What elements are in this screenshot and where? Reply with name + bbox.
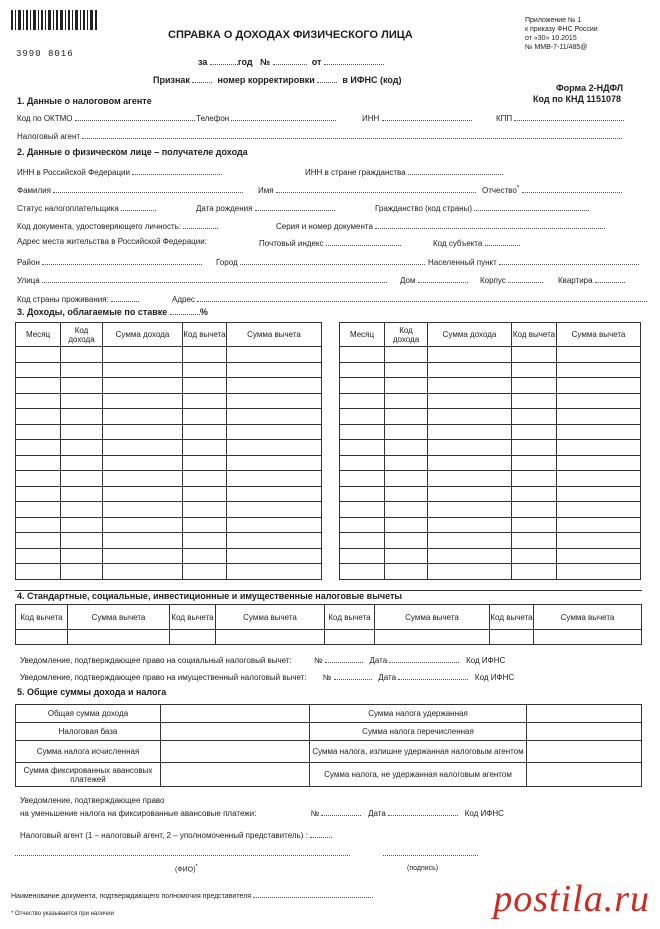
table-cell[interactable] xyxy=(227,517,322,533)
table-cell[interactable] xyxy=(340,362,385,378)
table-cell[interactable] xyxy=(16,533,61,549)
table-cell[interactable] xyxy=(512,533,557,549)
doc-code-field[interactable]: Код документа, удостоверяющего личность: xyxy=(17,220,218,231)
table-cell[interactable] xyxy=(557,548,641,564)
table-cell[interactable] xyxy=(428,517,512,533)
table-cell[interactable] xyxy=(61,378,103,394)
table-cell[interactable] xyxy=(340,424,385,440)
table-cell[interactable] xyxy=(61,564,103,580)
section4-title: 4. Стандартные, социальные, инвестиционные и имущественные налоговые вычеты xyxy=(17,591,403,601)
notice-advance-l1: Уведомление, подтверждающее право xyxy=(20,796,165,805)
table-cell[interactable] xyxy=(227,471,322,487)
table-row xyxy=(16,362,322,378)
agent-type-field[interactable]: Налоговый агент (1 – налоговый агент, 2 – уполномоченный представитель) : xyxy=(20,829,332,840)
table-cell[interactable] xyxy=(557,564,641,580)
table-cell[interactable] xyxy=(16,378,61,394)
district-field[interactable]: Район xyxy=(17,256,202,267)
table-row xyxy=(340,564,641,580)
table-row xyxy=(340,548,641,564)
table-cell[interactable] xyxy=(183,362,227,378)
table-cell[interactable] xyxy=(103,409,183,425)
table-cell[interactable] xyxy=(340,486,385,502)
table-cell[interactable] xyxy=(385,471,428,487)
table-row xyxy=(16,393,322,409)
table-cell[interactable] xyxy=(183,471,227,487)
period-line: за год № от xyxy=(198,56,384,67)
table-cell[interactable] xyxy=(61,424,103,440)
table-cell[interactable] xyxy=(385,517,428,533)
table-cell[interactable] xyxy=(227,564,322,580)
table-cell[interactable] xyxy=(103,533,183,549)
table-cell[interactable] xyxy=(512,517,557,533)
table-cell[interactable] xyxy=(428,424,512,440)
table-cell[interactable] xyxy=(385,440,428,456)
inn-citizen-field[interactable]: ИНН в стране гражданства xyxy=(305,166,503,177)
table-cell[interactable] xyxy=(340,347,385,363)
table-cell[interactable] xyxy=(557,455,641,471)
address-label: Адрес места жительства в Российской Федерации: xyxy=(17,237,207,246)
table-cell[interactable] xyxy=(227,378,322,394)
table-cell[interactable] xyxy=(227,486,322,502)
addr-field[interactable]: Адрес xyxy=(172,293,647,304)
table-cell[interactable] xyxy=(512,347,557,363)
table-cell[interactable] xyxy=(103,564,183,580)
table-cell[interactable] xyxy=(61,362,103,378)
table-cell[interactable] xyxy=(512,409,557,425)
table-cell[interactable] xyxy=(428,486,512,502)
table-cell[interactable] xyxy=(512,502,557,518)
table-cell[interactable] xyxy=(385,486,428,502)
table-cell[interactable] xyxy=(61,409,103,425)
table-cell[interactable] xyxy=(227,548,322,564)
table-row xyxy=(16,517,322,533)
annex-block: Приложение № 1 к приказу ФНС России от «30» 10.2015 № ММВ-7-11/485@ xyxy=(525,17,598,51)
kpp-field[interactable]: КПП xyxy=(496,112,624,123)
table-cell[interactable] xyxy=(61,393,103,409)
table-cell[interactable] xyxy=(428,455,512,471)
table-cell[interactable] xyxy=(61,502,103,518)
table-row xyxy=(340,378,641,394)
table-row xyxy=(340,409,641,425)
table-cell[interactable] xyxy=(16,455,61,471)
table-row xyxy=(340,393,641,409)
table-cell[interactable] xyxy=(16,424,61,440)
notice-advance-l2[interactable]: на уменьшение налога на фиксированные авансовые платежи: № Дата Код ИФНС xyxy=(20,809,504,818)
table-cell[interactable] xyxy=(557,440,641,456)
subject-code-field[interactable]: Код субъекта xyxy=(433,237,520,248)
table-cell[interactable] xyxy=(61,517,103,533)
section3-title: 3. Доходы, облагаемые по ставке % xyxy=(17,307,208,317)
signature-line[interactable] xyxy=(383,847,478,858)
table-cell[interactable] xyxy=(557,409,641,425)
table-cell[interactable] xyxy=(183,393,227,409)
table-cell[interactable] xyxy=(385,564,428,580)
table-cell[interactable] xyxy=(385,502,428,518)
table-cell[interactable] xyxy=(340,409,385,425)
section1-title: 1. Данные о налоговом агенте xyxy=(17,96,152,106)
table-row xyxy=(340,533,641,549)
table-cell[interactable] xyxy=(557,378,641,394)
birth-field[interactable]: Дата рождения xyxy=(196,202,335,213)
oktmo-field[interactable]: Код по ОКТМО xyxy=(17,112,195,123)
table-cell[interactable] xyxy=(428,440,512,456)
status-field[interactable]: Статус налогоплательщика xyxy=(17,202,156,213)
income-table-right: Месяц Код дохода Сумма дохода Код вычета Сумма вычета xyxy=(339,322,641,580)
table-cell[interactable] xyxy=(557,362,641,378)
table-cell[interactable] xyxy=(428,393,512,409)
barcode-number: 3990 8016 xyxy=(16,49,74,59)
table-cell[interactable] xyxy=(227,409,322,425)
table-cell[interactable] xyxy=(103,471,183,487)
table-cell[interactable] xyxy=(340,440,385,456)
building-field[interactable]: Корпус xyxy=(480,274,543,285)
table-cell[interactable] xyxy=(557,393,641,409)
table-row xyxy=(16,424,322,440)
table-cell[interactable] xyxy=(428,471,512,487)
house-field[interactable]: Дом xyxy=(400,274,468,285)
table-cell[interactable] xyxy=(61,471,103,487)
section5-title: 5. Общие суммы дохода и налога xyxy=(17,687,167,697)
table-cell[interactable] xyxy=(183,347,227,363)
table-cell[interactable] xyxy=(227,362,322,378)
table-cell[interactable] xyxy=(103,393,183,409)
table-cell[interactable] xyxy=(61,486,103,502)
table-row xyxy=(16,378,322,394)
table-cell[interactable] xyxy=(512,393,557,409)
table-cell[interactable] xyxy=(183,440,227,456)
table-cell[interactable] xyxy=(340,533,385,549)
surname-field[interactable]: Фамилия xyxy=(17,184,243,195)
street-field[interactable]: Улица xyxy=(17,274,387,285)
table-cell[interactable] xyxy=(227,533,322,549)
table-cell[interactable] xyxy=(183,564,227,580)
table-cell[interactable] xyxy=(61,533,103,549)
table-cell[interactable] xyxy=(103,486,183,502)
table-row xyxy=(16,471,322,487)
doc-series-field[interactable]: Серия и номер документа xyxy=(276,220,605,231)
table-cell[interactable] xyxy=(385,409,428,425)
table-cell[interactable] xyxy=(340,548,385,564)
table-cell[interactable] xyxy=(103,502,183,518)
footnote: * Отчество указывается при наличии xyxy=(11,911,114,917)
income-table-left: Месяц Код дохода Сумма дохода Код вычета Сумма вычета xyxy=(15,322,322,580)
table-cell[interactable] xyxy=(512,424,557,440)
table-row xyxy=(16,455,322,471)
locality-field[interactable]: Населенный пункт xyxy=(428,256,639,267)
table-row xyxy=(16,533,322,549)
table-cell[interactable] xyxy=(103,347,183,363)
doc-name-field[interactable]: Наименование документа, подтверждающего полномочия представителя xyxy=(11,889,373,900)
table-cell[interactable] xyxy=(512,564,557,580)
table-cell[interactable] xyxy=(16,564,61,580)
inn-rf-field[interactable]: ИНН в Российской Федерации xyxy=(17,166,222,177)
table-cell[interactable] xyxy=(385,424,428,440)
table-cell[interactable] xyxy=(428,502,512,518)
table-row xyxy=(340,440,641,456)
table-cell[interactable] xyxy=(385,393,428,409)
table-row xyxy=(340,347,641,363)
table-cell[interactable] xyxy=(385,533,428,549)
table-cell[interactable] xyxy=(385,378,428,394)
table-cell[interactable] xyxy=(385,347,428,363)
table-cell[interactable] xyxy=(512,440,557,456)
table-cell[interactable] xyxy=(103,362,183,378)
table-cell[interactable] xyxy=(183,409,227,425)
country-code-field[interactable]: Код страны проживания: xyxy=(17,293,139,304)
table-cell[interactable] xyxy=(428,347,512,363)
table-cell[interactable] xyxy=(340,455,385,471)
form-knd: Код по КНД 1151078 xyxy=(533,94,621,104)
table-cell[interactable] xyxy=(512,548,557,564)
sign-line: Признак номер корректировки в ИФНС (код) xyxy=(153,75,402,85)
table-cell[interactable] xyxy=(340,502,385,518)
table-row xyxy=(16,440,322,456)
table-cell[interactable] xyxy=(227,502,322,518)
table-cell[interactable] xyxy=(227,455,322,471)
deductions-table: Код вычета Сумма вычета Код вычета Сумма вычета Код вычета Сумма вычета Код вычета Сумма вычета xyxy=(15,604,642,645)
table-row xyxy=(340,517,641,533)
city-field[interactable]: Город xyxy=(216,256,425,267)
table-row xyxy=(16,548,322,564)
name-field[interactable]: Имя xyxy=(258,184,476,195)
table-cell[interactable] xyxy=(557,347,641,363)
table-row xyxy=(340,502,641,518)
inn-field[interactable]: ИНН xyxy=(362,112,472,123)
table-cell[interactable] xyxy=(385,548,428,564)
table-cell[interactable] xyxy=(183,548,227,564)
table-cell[interactable] xyxy=(340,517,385,533)
table-cell[interactable] xyxy=(61,347,103,363)
table-row xyxy=(16,347,322,363)
table-row xyxy=(340,424,641,440)
table-cell[interactable] xyxy=(340,378,385,394)
table-cell[interactable] xyxy=(16,502,61,518)
table-cell[interactable] xyxy=(103,440,183,456)
barcode xyxy=(11,10,97,40)
totals-table: Общая сумма дохода Сумма налога удержанная Налоговая база Сумма налога перечисленная Сумма налога исчисленная Сумма налога, излишне удержанная налоговым агентом Сумма фиксированных авансовых платежей Сумма налога, не удержанная налоговым агентом xyxy=(15,704,642,787)
table-cell[interactable] xyxy=(103,424,183,440)
table-cell[interactable] xyxy=(340,393,385,409)
table-cell[interactable] xyxy=(227,440,322,456)
fio-line[interactable] xyxy=(15,847,350,858)
table-cell[interactable] xyxy=(227,347,322,363)
table-cell[interactable] xyxy=(557,471,641,487)
table-cell[interactable] xyxy=(103,517,183,533)
table-cell[interactable] xyxy=(428,362,512,378)
postila-logo: postila.ru xyxy=(493,878,650,920)
form-name: Форма 2-НДФЛ xyxy=(556,83,624,93)
table-cell[interactable] xyxy=(512,486,557,502)
table-cell[interactable] xyxy=(557,502,641,518)
table-cell[interactable] xyxy=(340,471,385,487)
table-cell[interactable] xyxy=(103,548,183,564)
table-cell[interactable] xyxy=(16,471,61,487)
table-cell[interactable] xyxy=(557,517,641,533)
table-cell[interactable] xyxy=(227,393,322,409)
table-cell[interactable] xyxy=(183,502,227,518)
table-cell[interactable] xyxy=(385,455,428,471)
table-row xyxy=(16,564,322,580)
table-row xyxy=(340,455,641,471)
postcode-field[interactable]: Почтовый индекс xyxy=(259,237,401,248)
table-cell[interactable] xyxy=(385,362,428,378)
phone-field[interactable]: Телефон xyxy=(196,112,336,123)
table-cell[interactable] xyxy=(183,455,227,471)
patronymic-field[interactable]: Отчество* xyxy=(482,184,622,195)
table-cell[interactable] xyxy=(16,548,61,564)
table-cell[interactable] xyxy=(16,517,61,533)
table-cell[interactable] xyxy=(183,424,227,440)
table-cell[interactable] xyxy=(16,347,61,363)
table-cell[interactable] xyxy=(340,564,385,580)
table-row xyxy=(340,471,641,487)
notice-property[interactable]: Уведомление, подтверждающее право на имущественный налоговый вычет: № Дата Код ИФНС xyxy=(20,673,515,682)
table-cell[interactable] xyxy=(16,440,61,456)
agent-field[interactable]: Налоговый агент xyxy=(17,130,622,141)
table-cell[interactable] xyxy=(16,362,61,378)
notice-social[interactable]: Уведомление, подтверждающее право на социальный налоговый вычет: № Дата Код ИФНС xyxy=(20,656,506,665)
table-cell[interactable] xyxy=(557,533,641,549)
table-cell[interactable] xyxy=(227,424,322,440)
table-row xyxy=(340,362,641,378)
signature-caption: (подпись) xyxy=(407,865,439,872)
section2-title: 2. Данные о физическом лице – получателе дохода xyxy=(17,147,248,157)
table-cell[interactable] xyxy=(428,548,512,564)
table-cell[interactable] xyxy=(428,533,512,549)
table-row xyxy=(16,409,322,425)
table-cell[interactable] xyxy=(183,486,227,502)
table-cell[interactable] xyxy=(557,424,641,440)
table-cell[interactable] xyxy=(512,378,557,394)
citizenship-field[interactable]: Гражданство (код страны) xyxy=(375,202,589,213)
table-row xyxy=(16,486,322,502)
table-row xyxy=(340,486,641,502)
fio-caption: (ФИО)* xyxy=(175,864,198,874)
table-cell[interactable] xyxy=(16,409,61,425)
table-cell[interactable] xyxy=(61,548,103,564)
table-cell[interactable] xyxy=(512,471,557,487)
apartment-field[interactable]: Квартира xyxy=(558,274,625,285)
table-cell[interactable] xyxy=(16,393,61,409)
table-cell[interactable] xyxy=(428,409,512,425)
table-cell[interactable] xyxy=(16,486,61,502)
table-cell[interactable] xyxy=(512,362,557,378)
table-cell[interactable] xyxy=(103,378,183,394)
table-cell[interactable] xyxy=(428,378,512,394)
table-cell[interactable] xyxy=(512,455,557,471)
table-cell[interactable] xyxy=(183,378,227,394)
table-row xyxy=(16,502,322,518)
table-cell[interactable] xyxy=(557,486,641,502)
table-cell[interactable] xyxy=(428,564,512,580)
table-cell[interactable] xyxy=(183,533,227,549)
page-title: СПРАВКА О ДОХОДАХ ФИЗИЧЕСКОГО ЛИЦА xyxy=(168,29,413,41)
table-cell[interactable] xyxy=(61,440,103,456)
table-cell[interactable] xyxy=(183,517,227,533)
table-cell[interactable] xyxy=(61,455,103,471)
table-cell[interactable] xyxy=(103,455,183,471)
